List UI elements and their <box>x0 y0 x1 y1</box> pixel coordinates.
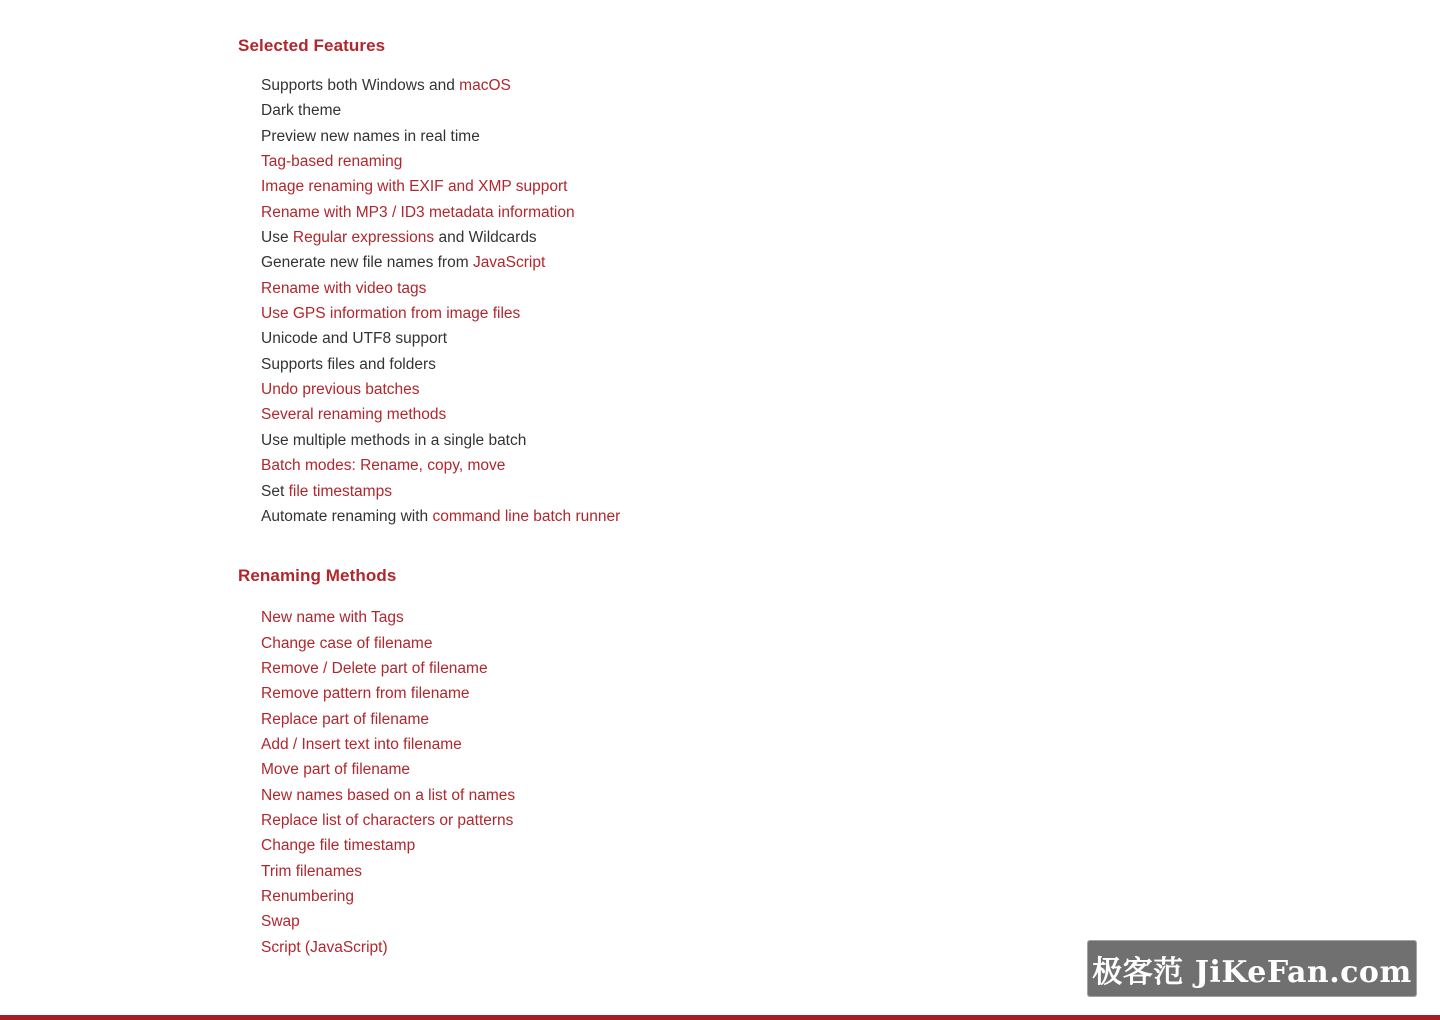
list-item <box>261 479 1138 504</box>
item-link[interactable]: Replace part of filename <box>261 710 430 728</box>
list-item <box>261 757 1138 782</box>
item-link[interactable]: Replace list of characters or patterns <box>261 811 514 829</box>
item-link[interactable]: Script (JavaScript) <box>261 938 388 956</box>
list-item <box>261 174 1138 199</box>
selected-features-section <box>238 33 1138 529</box>
item-link[interactable]: file timestamps <box>288 482 392 500</box>
item-link[interactable]: command line batch runner <box>432 507 621 525</box>
item-link[interactable]: New name with Tags <box>261 609 404 627</box>
item-link[interactable]: macOS <box>459 77 511 94</box>
item-text: Preview new names in real time <box>261 127 480 145</box>
item-link[interactable]: Trim filenames <box>261 862 363 880</box>
item-link[interactable]: Swap <box>261 913 300 931</box>
item-link[interactable]: Use GPS information from image files <box>261 305 521 323</box>
list-item <box>261 276 1138 301</box>
list-item <box>261 301 1138 326</box>
item-text: Use <box>261 229 293 247</box>
item-link[interactable]: Remove pattern from filename <box>261 685 470 703</box>
list-item <box>261 909 1138 934</box>
item-link[interactable]: Change file timestamp <box>261 837 416 855</box>
list-item <box>261 833 1138 858</box>
feature-list <box>238 73 1138 529</box>
item-link[interactable]: Rename with video tags <box>261 279 427 297</box>
list-item <box>261 377 1138 402</box>
renaming-methods-section <box>238 563 1138 960</box>
list-item <box>261 98 1138 123</box>
item-link[interactable]: Renumbering <box>261 887 355 905</box>
list-item <box>261 605 1138 630</box>
list-item <box>261 428 1138 453</box>
list-item <box>261 656 1138 681</box>
item-link[interactable]: Several renaming methods <box>261 406 447 424</box>
list-item <box>261 73 1138 98</box>
section-title: Selected Features <box>238 36 386 55</box>
list-item <box>261 326 1138 351</box>
item-link[interactable]: Change case of filename <box>261 634 433 652</box>
item-link[interactable]: JavaScript <box>472 254 546 272</box>
section-title: Renaming Methods <box>238 566 397 586</box>
item-link[interactable]: Rename with MP3 / ID3 metadata information <box>261 203 575 221</box>
item-link[interactable]: Undo previous batches <box>261 381 420 399</box>
list-item <box>261 859 1138 884</box>
item-text: Supports both Windows and <box>261 77 460 94</box>
item-link[interactable]: Move part of filename <box>261 761 411 779</box>
list-item <box>261 124 1138 149</box>
item-link[interactable]: Add / Insert text into filename <box>261 735 462 753</box>
item-link[interactable]: New names based on a list of names <box>261 786 516 804</box>
list-item <box>261 681 1138 706</box>
item-text: Use multiple methods in a single batch <box>261 431 527 449</box>
list-item <box>261 783 1138 808</box>
list-item <box>261 453 1138 478</box>
item-link[interactable]: Image renaming with EXIF and XMP support <box>261 178 568 196</box>
list-item <box>261 250 1138 275</box>
item-link[interactable]: Remove / Delete part of filename <box>261 659 488 677</box>
item-link[interactable]: Tag-based renaming <box>261 153 403 171</box>
method-list <box>238 605 1138 960</box>
list-item <box>261 200 1138 225</box>
list-item <box>261 352 1138 377</box>
watermark-logo: 极客范 JiKeFan.com <box>1087 940 1417 997</box>
item-text: Supports files and folders <box>261 355 436 373</box>
list-item <box>261 225 1138 250</box>
list-item <box>261 808 1138 833</box>
page-content <box>238 33 1138 960</box>
list-item <box>261 884 1138 909</box>
item-text: Automate renaming with <box>261 507 433 525</box>
list-item <box>261 732 1138 757</box>
item-text: Dark theme <box>261 102 342 120</box>
list-item <box>261 935 1138 960</box>
list-item <box>261 504 1138 529</box>
list-item <box>261 631 1138 656</box>
list-item <box>261 402 1138 427</box>
item-text: Generate new file names from <box>261 254 473 272</box>
item-link[interactable]: Regular expressions <box>292 229 435 247</box>
list-item <box>261 149 1138 174</box>
footer-bar <box>0 1015 1440 1020</box>
item-text: Set <box>261 482 289 500</box>
item-text: Unicode and UTF8 support <box>261 330 448 348</box>
item-text: and Wildcards <box>434 229 537 247</box>
item-link[interactable]: Batch modes: Rename, copy, move <box>261 457 506 475</box>
list-item <box>261 707 1138 732</box>
